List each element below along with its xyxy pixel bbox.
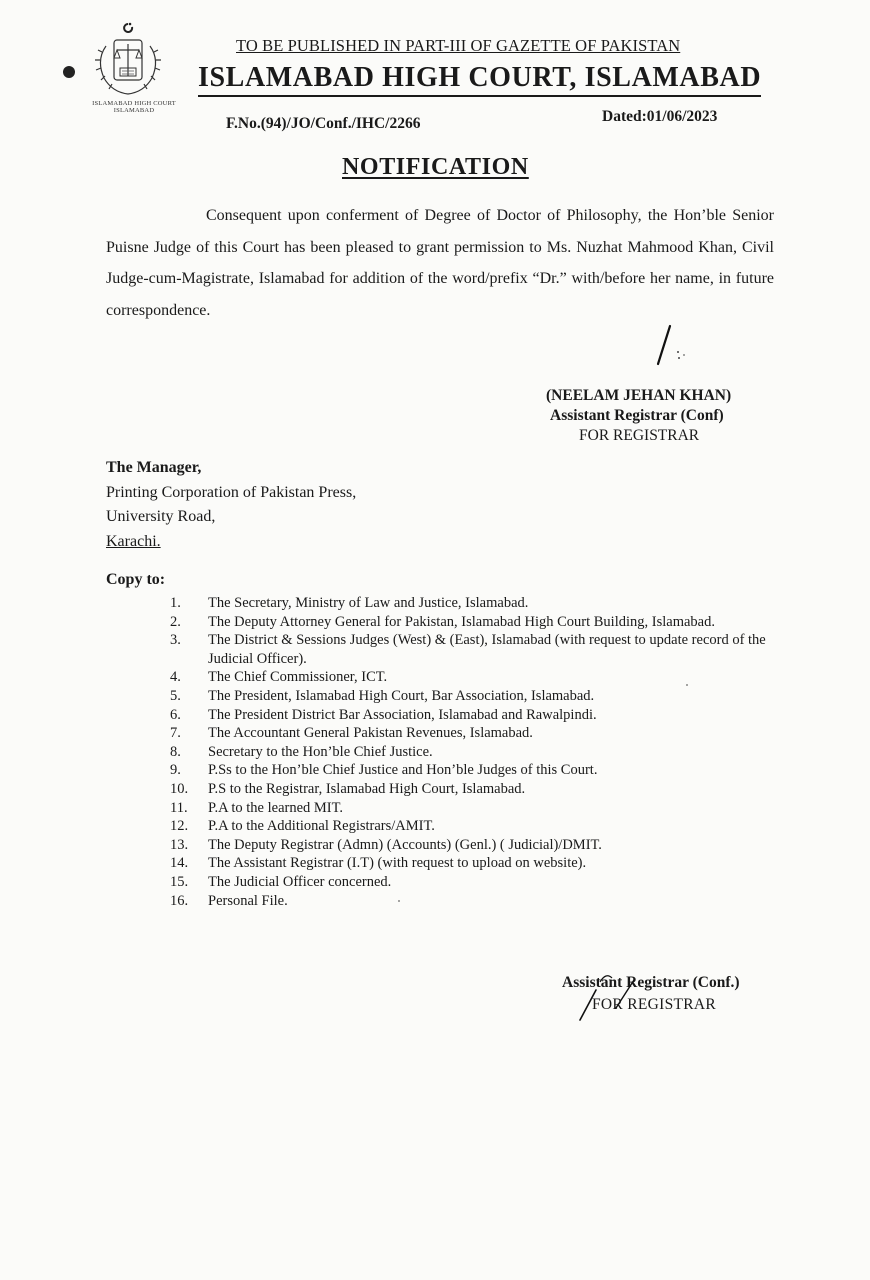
gazette-line: TO BE PUBLISHED IN PART-III OF GAZETTE OF PAKISTAN <box>236 36 681 55</box>
addressee-to: The Manager, <box>106 459 202 476</box>
list-item-number: 2. <box>170 613 181 630</box>
handwritten-signature-icon <box>576 964 666 1024</box>
list-item-text: P.A to the Additional Registrars/AMIT. <box>208 818 435 835</box>
list-item-text: The Deputy Attorney General for Pakistan, Islamabad High Court Building, Islamabad. <box>208 613 715 630</box>
list-item-number: 9. <box>170 762 181 779</box>
scan-speck <box>683 354 685 356</box>
copy-to-list <box>170 594 770 910</box>
signatory-for-line: FOR REGISTRAR <box>579 427 700 444</box>
list-item-number: 6. <box>170 706 181 723</box>
court-seal-icon <box>86 18 170 100</box>
list-item-text: The Accountant General Pakistan Revenues, Islamabad. <box>208 725 533 742</box>
list-item <box>170 817 770 836</box>
scan-speck <box>686 684 688 686</box>
punch-hole-mark <box>63 66 75 78</box>
list-item-number: 16. <box>170 892 189 909</box>
list-item <box>170 668 770 687</box>
list-item <box>170 854 770 873</box>
list-item-number: 5. <box>170 687 181 704</box>
list-item-number: 10. <box>170 780 189 797</box>
scan-speck <box>398 900 400 902</box>
list-item-number: 15. <box>170 873 189 890</box>
list-item-text: P.Ss to the Hon’ble Chief Justice and Hon’ble Judges of this Court. <box>208 762 598 779</box>
court-emblem <box>84 18 184 114</box>
date-line: Dated:01/06/2023 <box>602 108 718 125</box>
list-item <box>170 743 770 762</box>
list-item <box>170 706 770 725</box>
list-item-text: The Deputy Registrar (Admn) (Accounts) (Genl.) ( Judicial)/DMIT. <box>208 836 602 853</box>
list-item-text: The Chief Commissioner, ICT. <box>208 669 388 686</box>
list-item <box>170 892 770 911</box>
file-number: F.No.(94)/JO/Conf./IHC/2266 <box>226 115 421 132</box>
list-item <box>170 631 770 668</box>
list-item-text: P.S to the Registrar, Islamabad High Court, Islamabad. <box>208 780 526 797</box>
signatory-name: (NEELAM JEHAN KHAN) <box>546 387 732 404</box>
list-item-number: 1. <box>170 595 181 611</box>
signature-mark-icon <box>648 322 688 370</box>
list-item-text: The District & Sessions Judges (West) & (East), Islamabad (with request to update record of the Judicial Officer). <box>208 632 766 667</box>
list-item-text: P.A to the learned MIT. <box>208 799 344 816</box>
list-item <box>170 799 770 818</box>
list-item-number: 8. <box>170 743 181 760</box>
emblem-caption <box>84 100 184 114</box>
list-item-number: 14. <box>170 855 189 872</box>
emblem-caption-line2: ISLAMABAD <box>113 107 155 114</box>
list-item <box>170 873 770 892</box>
list-item <box>170 594 770 613</box>
signatory-designation: Assistant Registrar (Conf) <box>550 407 724 424</box>
closing-designation: Assistant Registrar (Conf.) <box>562 974 740 991</box>
list-item-number: 12. <box>170 818 189 835</box>
list-item-number: 3. <box>170 632 181 649</box>
copy-to-label: Copy to: <box>106 571 166 588</box>
list-item-text: The Judicial Officer concerned. <box>208 873 392 890</box>
list-item-number: 13. <box>170 836 189 853</box>
list-item <box>170 761 770 780</box>
list-item <box>170 687 770 706</box>
list-item-text: The Secretary, Ministry of Law and Justice, Islamabad. <box>208 595 529 611</box>
notification-title: NOTIFICATION <box>342 154 529 180</box>
notification-body: Consequent upon conferment of Degree of Doctor of Philosophy, the Hon’ble Senior Puisne Judge of this Court has been pleased to grant permission to Ms. Nuzhat Mahmood Khan, Civil Judge-cum-Magistrate, Islamabad for addition of the word/prefix “Dr.” with/before her name, in future correspondence. <box>106 207 774 319</box>
addressee-city: Karachi. <box>106 532 161 550</box>
list-item-number: 7. <box>170 725 181 742</box>
court-name-heading: ISLAMABAD HIGH COURT, ISLAMABAD <box>198 62 761 97</box>
list-item <box>170 613 770 632</box>
list-item-text: The Assistant Registrar (I.T) (with request to upload on website). <box>208 855 587 872</box>
addressee-block <box>106 456 356 554</box>
list-item-text: The President, Islamabad High Court, Bar Association, Islamabad. <box>208 687 595 704</box>
emblem-caption-line1: ISLAMABAD HIGH COURT <box>92 100 176 107</box>
list-item <box>170 836 770 855</box>
signatory-block <box>546 386 731 446</box>
addressee-line2: University Road, <box>106 508 216 525</box>
list-item-number: 4. <box>170 669 181 686</box>
list-item-text: Personal File. <box>208 892 288 909</box>
addressee-line1: Printing Corporation of Pakistan Press, <box>106 483 357 501</box>
list-item-text: The President District Bar Association, Islamabad and Rawalpindi. <box>208 706 597 723</box>
list-item <box>170 724 770 743</box>
closing-for-line: FOR REGISTRAR <box>592 996 717 1013</box>
list-item <box>170 780 770 799</box>
list-item-text: Secretary to the Hon’ble Chief Justice. <box>208 743 433 760</box>
list-item-number: 11. <box>170 799 188 816</box>
